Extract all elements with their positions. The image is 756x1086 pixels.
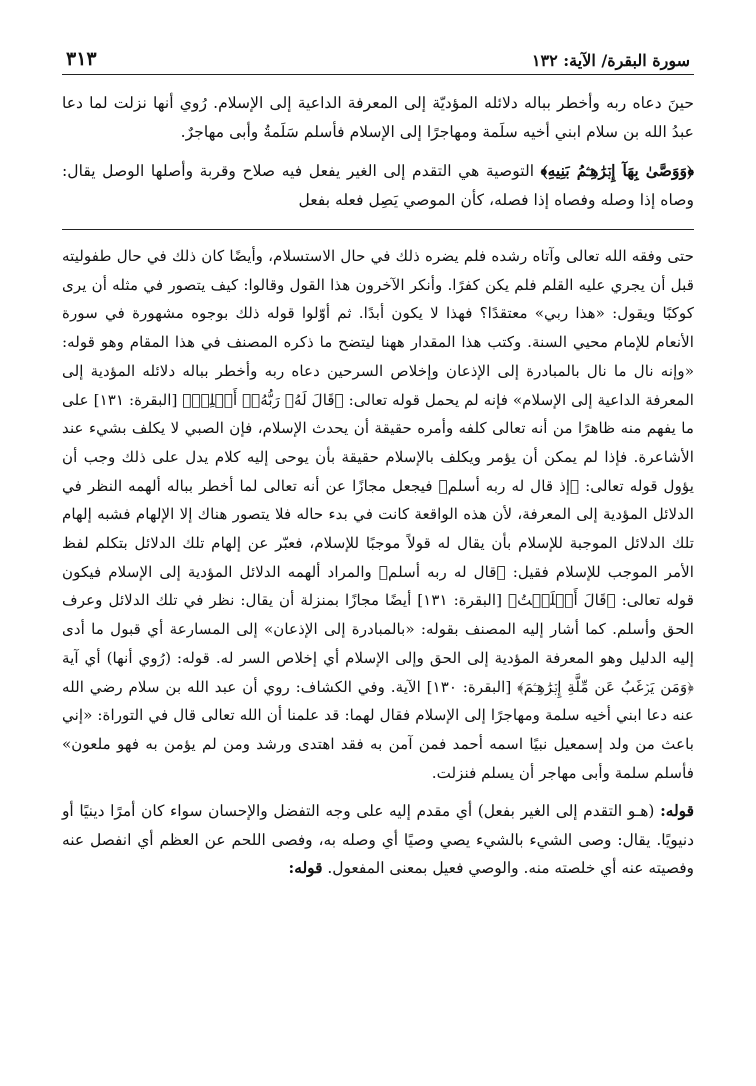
- commentary-label: قوله:: [660, 802, 694, 821]
- separator-line: [62, 229, 694, 230]
- surah-verse-label: سورة البقرة/ الآية: ١٣٢: [531, 51, 690, 70]
- commentary-label: قوله:: [288, 859, 323, 878]
- main-text: [62, 89, 694, 215]
- commentary-text: (هـو التقدم إلى الغير بفعل) أي مقدم إليه على وجه التفضل والإحسان سواء كان أمرًا دينيًا أو دنيويًا. يقال: وصى الشيء بالشيء يصي وصيًا أي وصله به، وفصى اللحم عن العظم أي انفصل عنه وفصيته عنه أي خلصته منه. والوصي فعيل بمعنى المفعول.: [62, 802, 694, 878]
- marginal-commentary: [62, 242, 694, 787]
- page-number: ٣١٣: [66, 48, 97, 70]
- main-paragraph: حينَ دعاه ربه وأخطر بباله دلائله المؤديّة إلى المعرفة الداعية إلى الإسلام. رُوي أنها نزلت لما دعا عبدُ الله بن سلام ابني أخيه سلَمة ومهاجرًا إلى الإسلام فأسلم سَلَمةُ وأبى مهاجرٌ.: [62, 94, 694, 141]
- main-paragraph-text: التوصية هي التقدم إلى الغير يفعل فيه صلاح وقربة وأصلها الوصل يقال: وصاه إذا وصله وفصاه إذا فصله، كأن الموصي يَصِل فعله بفعل: [62, 162, 694, 209]
- main-paragraph: [62, 156, 694, 215]
- page: [62, 36, 694, 1074]
- commentary-paragraph: [62, 797, 694, 883]
- page-header: [62, 36, 694, 75]
- quran-verse: ﴿وَوَصَّىٰ بِهَآ إِبۡرَٰهِـۧمُ بَنِيهِ﴾: [540, 161, 694, 180]
- commentary-section: [62, 797, 694, 883]
- commentary-paragraph: حتى وفقه الله تعالى وآتاه رشده فلم يضره ذلك في حال الاستسلام، وأيضًا كان ذلك في حال طفوليته قبل أن يجري عليه القلم فلم يكن كفرًا. وأنكر الآخرون هذا القول وقالوا: كيف يتصور في مثله أن يرى كوكبًا ويقول: «هذا ربي» معتقدًا؟ فهذا لا يكون أبدًا. ثم أوّلوا قوله ذلك بوجوه مشهورة في سورة الأنعام للإمام محيي السنة. وكتب هذا المقدار ههنا ليتضح ما ذكره المصنف في هذا المقام وهو قوله: «وإنه نال ما نال بالمبادرة إلى الإذعان وإخلاص السرحين دعاه ربه وأخطر بباله دلائله المؤدية إلى المعرفة الداعية إلى الإسلام» فإنه لم يحمل قوله تعالى: ﴿قَالَ لَهُۥ رَبُّهُۥٓ أَسۡلِمۡ﴾ [البقرة: ١٣١] على ما يفهم منه ظاهرًا من أنه تعالى كلفه وأمره حقيقة أن يحدث الإسلام، فإن الصبي لا يكلف بشيء عند الأشاعرة. فإذا لم يمكن أن يؤمر ويكلف بالإسلام حقيقة بأن يوحى إليه كلام يدل على ذلك وجب أن يؤول قوله تعالى: ﴿إذ قال له ربه أسلم﴾ فيجعل مجازًا عن أنه تعالى لما أخطر بباله ألهمه النظر في الدلائل المؤدية إلى المعرفة، لأن هذه الواقعة كانت في بدء حاله فلا يتصور هناك إلا الإلهام فشبه إلهام تلك الدلائل الموجبة للإسلام بأن يقال له قولاً موجبًا للإسلام، فعبّر عن إلهام تلك الدلائل بتكلم لفظ الأمر الموجب للإسلام فقيل: ﴿قال له ربه أسلم﴾ والمراد ألهمه الدلائل المؤدية إلى الإسلام فيكون قوله تعالى: ﴿قَالَ أَسۡلَمۡتُ﴾ [البقرة: ١٣١] أيضًا مجازًا بمنزلة أن يقال: نظر في تلك الدلائل وعرف الحق وأسلم. كما أشار إليه المصنف بقوله: «بالمبادرة إلى الإذعان» إلى المسارعة أي قبول ما أدى إليه الدليل وهو المعرفة المؤدية إلى الحق وإلى الإسلام أي إخلاص السر له. قوله: (رُوي أنها) أي آية ﴿وَمَن يَرۡغَبُ عَن مِّلَّةِ إِبۡرَٰهِـۧمَ﴾ [البقرة: ١٣٠] الآية. وفي الكشاف: روي أن عبد الله بن سلام رضي الله عنه دعا ابني أخيه سلمة ومهاجرًا إلى الإسلام فقال لهما: قد علمنا أن الله تعالى قال في التوراة: «إني باعث من ولد إسمعيل نبيًا اسمه أحمد فمن آمن به فقد اهتدى ورشد ومن لم يؤمن به فهو ملعون» فأسلم سلمة وأبى مهاجر أن يسلم فنزلت.: [62, 247, 695, 782]
